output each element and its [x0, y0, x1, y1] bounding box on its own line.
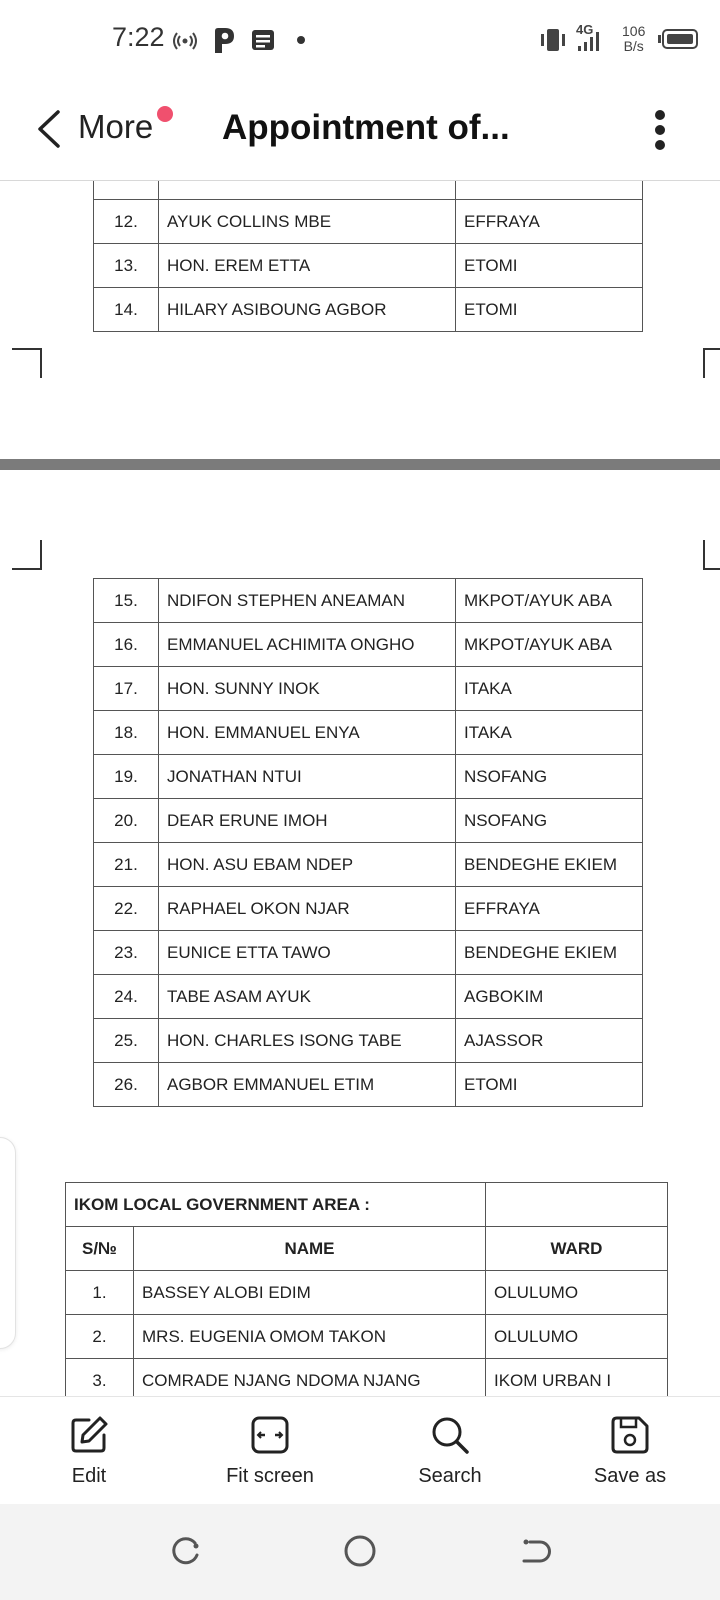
ikom-lga-table — [65, 1182, 668, 1396]
cell-ward: ITAKA — [456, 711, 643, 755]
table-row — [66, 1359, 668, 1397]
lga-heading: IKOM LOCAL GOVERNMENT AREA : — [66, 1183, 486, 1227]
cell-ward: ETOMI — [456, 1063, 643, 1107]
cell-num: 25. — [94, 1019, 159, 1063]
cell-name: TABE ASAM AYUK — [159, 975, 456, 1019]
menu-dot — [655, 140, 665, 150]
fit-screen-icon — [250, 1415, 290, 1455]
table-row — [94, 711, 643, 755]
table-row — [94, 799, 643, 843]
dot-icon — [296, 35, 306, 45]
cell-name: HON. SUNNY INOK — [159, 667, 456, 711]
edit-button[interactable] — [14, 1397, 164, 1505]
cell-ward: ITAKA — [456, 667, 643, 711]
crop-mark — [703, 348, 720, 378]
hotspot-icon — [172, 31, 198, 51]
vibrate-icon — [538, 27, 568, 53]
cell-name: DEAR ERUNE IMOH — [159, 799, 456, 843]
cell-ward: MKPOT/AYUK ABA — [456, 623, 643, 667]
cell-num: 19. — [94, 755, 159, 799]
table-row — [66, 1271, 668, 1315]
cell-ward: OLULUMO — [486, 1315, 668, 1359]
cell-name: EMMANUEL ACHIMITA ONGHO — [159, 623, 456, 667]
table-row — [66, 1315, 668, 1359]
menu-dot — [655, 110, 665, 120]
signal-icon — [576, 30, 604, 52]
cell-num: 21. — [94, 843, 159, 887]
crop-mark — [703, 540, 720, 570]
col-header-name: NAME — [134, 1227, 486, 1271]
cell-num: 2. — [66, 1315, 134, 1359]
network-type: 4G — [576, 22, 594, 37]
network-speed-value: 106 — [622, 23, 646, 39]
cell-name: AGBOR EMMANUEL ETIM — [159, 1063, 456, 1107]
table-row — [94, 755, 643, 799]
home-icon[interactable] — [343, 1534, 377, 1568]
cell-num: 22. — [94, 887, 159, 931]
col-header-sn: S/№ — [66, 1227, 134, 1271]
save-icon — [610, 1415, 650, 1455]
notes-app-icon — [251, 29, 275, 51]
save-as-label: Save as — [593, 1465, 667, 1487]
cell-ward: MKPOT/AYUK ABA — [456, 579, 643, 623]
cell-name: HON. ASU EBAM NDEP — [159, 843, 456, 887]
cell-ward — [456, 181, 643, 200]
page1-table — [93, 181, 643, 332]
table-header-row — [66, 1227, 668, 1271]
cell-num: 3. — [66, 1359, 134, 1397]
cell-name: HILARY ASIBOUNG AGBOR — [159, 288, 456, 332]
crop-mark — [12, 348, 42, 378]
table-row — [94, 975, 643, 1019]
side-panel-handle[interactable] — [0, 1137, 16, 1349]
table-row — [94, 288, 643, 332]
table-row — [94, 843, 643, 887]
table-heading-row — [66, 1183, 668, 1227]
cell-name: JONATHAN NTUI — [159, 755, 456, 799]
table-row — [94, 1019, 643, 1063]
cell-ward: OLULUMO — [486, 1271, 668, 1315]
cell-ward: EFFRAYA — [456, 200, 643, 244]
save-as-button[interactable] — [555, 1397, 705, 1505]
table-row — [94, 931, 643, 975]
cell-ward: AGBOKIM — [456, 975, 643, 1019]
page-separator — [0, 459, 720, 470]
table-row — [94, 244, 643, 288]
table-row-partial — [94, 181, 643, 200]
status-time: 7:22 — [112, 22, 165, 52]
cell-name: BASSEY ALOBI EDIM — [134, 1271, 486, 1315]
system-nav-bar — [0, 1504, 720, 1600]
table-row — [94, 667, 643, 711]
document-viewport[interactable] — [0, 181, 720, 1396]
edit-icon — [69, 1415, 109, 1455]
fit-screen-button[interactable] — [195, 1397, 345, 1505]
cell-name: HON. CHARLES ISONG TABE — [159, 1019, 456, 1063]
back-chevron-icon[interactable] — [36, 110, 62, 148]
cell-num — [94, 181, 159, 200]
cell-num: 1. — [66, 1271, 134, 1315]
document-title: Appointment of... — [222, 108, 510, 147]
cell-name: COMRADE NJANG NDOMA NJANG — [134, 1359, 486, 1397]
cell-num: 20. — [94, 799, 159, 843]
cell-ward: EFFRAYA — [456, 887, 643, 931]
cell-name: MRS. EUGENIA OMOM TAKON — [134, 1315, 486, 1359]
cell-ward: BENDEGHE EKIEM — [456, 843, 643, 887]
more-options-icon[interactable] — [648, 110, 672, 150]
back-more-button[interactable]: More — [78, 108, 154, 145]
cell-name: AYUK COLLINS MBE — [159, 200, 456, 244]
cell-num: 12. — [94, 200, 159, 244]
table-row — [94, 623, 643, 667]
table-row — [94, 887, 643, 931]
table-row — [94, 1063, 643, 1107]
cell-ward: AJASSOR — [456, 1019, 643, 1063]
cell-num: 24. — [94, 975, 159, 1019]
menu-dot — [655, 125, 665, 135]
network-speed-unit: B/s — [623, 38, 644, 54]
back-icon[interactable] — [518, 1534, 552, 1568]
cell-num: 16. — [94, 623, 159, 667]
cell-num: 26. — [94, 1063, 159, 1107]
page2-table — [93, 578, 643, 1107]
cell-name: NDIFON STEPHEN ANEAMAN — [159, 579, 456, 623]
cell-num: 15. — [94, 579, 159, 623]
recents-icon[interactable] — [168, 1534, 202, 1568]
cell-name: RAPHAEL OKON NJAR — [159, 887, 456, 931]
parking-app-icon — [213, 27, 235, 53]
crop-mark — [12, 540, 42, 570]
col-header-ward: WARD — [486, 1227, 668, 1271]
cell-num: 17. — [94, 667, 159, 711]
cell-num: 18. — [94, 711, 159, 755]
bottom-toolbar — [0, 1396, 720, 1505]
battery-icon — [657, 28, 699, 50]
search-icon — [430, 1415, 470, 1455]
table-row — [94, 579, 643, 623]
cell-ward: NSOFANG — [456, 755, 643, 799]
cell-ward: IKOM URBAN I — [486, 1359, 668, 1397]
cell-ward: ETOMI — [456, 244, 643, 288]
cell-name: EUNICE ETTA TAWO — [159, 931, 456, 975]
search-button[interactable] — [375, 1397, 525, 1505]
heading-empty-cell — [486, 1183, 668, 1227]
cell-name: HON. EREM ETTA — [159, 244, 456, 288]
cell-ward: NSOFANG — [456, 799, 643, 843]
fit-screen-label: Fit screen — [226, 1465, 314, 1487]
cell-ward: ETOMI — [456, 288, 643, 332]
network-speed — [622, 24, 645, 54]
cell-name — [159, 181, 456, 200]
cell-num: 23. — [94, 931, 159, 975]
table-row — [94, 200, 643, 244]
cell-num: 14. — [94, 288, 159, 332]
search-label: Search — [418, 1465, 482, 1487]
notification-dot — [157, 106, 173, 122]
edit-label: Edit — [71, 1465, 107, 1487]
cell-num: 13. — [94, 244, 159, 288]
cell-ward: BENDEGHE EKIEM — [456, 931, 643, 975]
cell-name: HON. EMMANUEL ENYA — [159, 711, 456, 755]
